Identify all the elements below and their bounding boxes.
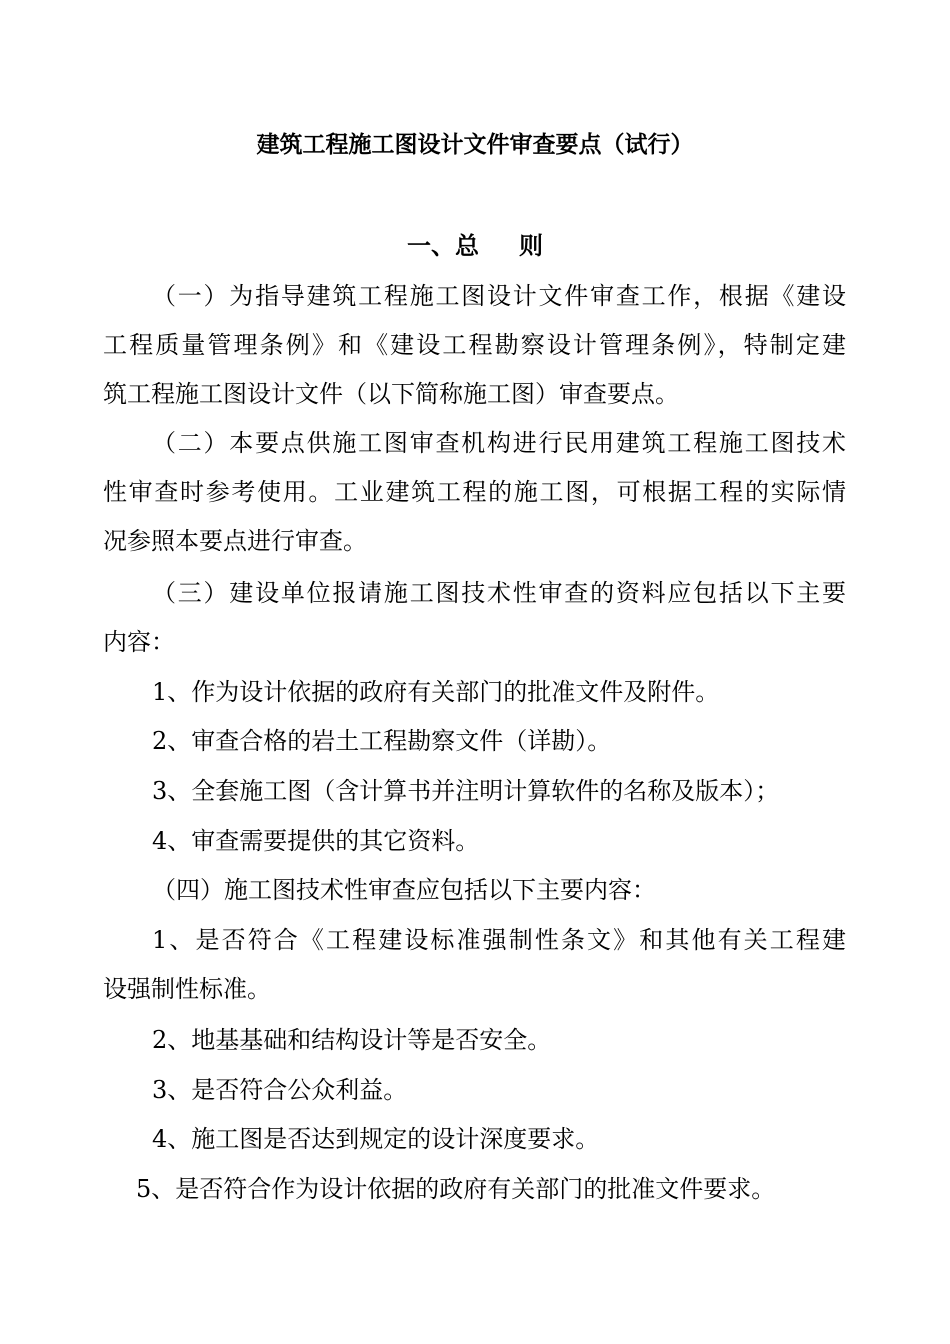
paragraph-3-line-2: 内容： bbox=[103, 628, 175, 656]
paragraph-3-line-1: （三）建设单位报请施工图技术性审查的资料应包括以下主要 bbox=[152, 579, 846, 607]
list-item: 3、是否符合公众利益。 bbox=[152, 1076, 408, 1104]
list-item-continuation: 设强制性标准。 bbox=[103, 975, 271, 1003]
section-heading-part2: 则 bbox=[519, 231, 543, 260]
list-item: 2、审查合格的岩土工程勘察文件（详勘）。 bbox=[152, 727, 612, 755]
list-item: 4、施工图是否达到规定的设计深度要求。 bbox=[152, 1125, 600, 1153]
paragraph-1-line-3: 筑工程施工图设计文件（以下简称施工图）审查要点。 bbox=[103, 380, 679, 408]
list-item: 1、作为设计依据的政府有关部门的批准文件及附件。 bbox=[152, 678, 720, 706]
section-heading bbox=[0, 228, 950, 264]
list-item: 1、是否符合《工程建设标准强制性条文》和其他有关工程建 bbox=[152, 926, 846, 954]
section-heading-part1: 一、总 bbox=[407, 231, 479, 260]
paragraph-2-line-1: （二）本要点供施工图审查机构进行民用建筑工程施工图技术 bbox=[152, 429, 846, 457]
list-item: 2、地基基础和结构设计等是否安全。 bbox=[152, 1026, 552, 1054]
paragraph-2-line-3: 况参照本要点进行审查。 bbox=[103, 527, 367, 555]
paragraph-1-line-1: （一）为指导建筑工程施工图设计文件审查工作，根据《建设 bbox=[152, 282, 846, 310]
document-title: 建筑工程施工图设计文件审查要点（试行） bbox=[256, 131, 694, 158]
list-item: 4、审查需要提供的其它资料。 bbox=[152, 827, 480, 855]
list-item: 3、全套施工图（含计算书并注明计算软件的名称及版本）； bbox=[152, 777, 780, 805]
list-item: 5、是否符合作为设计依据的政府有关部门的批准文件要求。 bbox=[136, 1175, 776, 1203]
paragraph-4-line-1: （四）施工图技术性审查应包括以下主要内容： bbox=[152, 876, 656, 904]
paragraph-2-line-2: 性审查时参考使用。工业建筑工程的施工图，可根据工程的实际情 bbox=[103, 478, 846, 506]
paragraph-1-line-2: 工程质量管理条例》和《建设工程勘察设计管理条例》，特制定建 bbox=[103, 331, 846, 359]
